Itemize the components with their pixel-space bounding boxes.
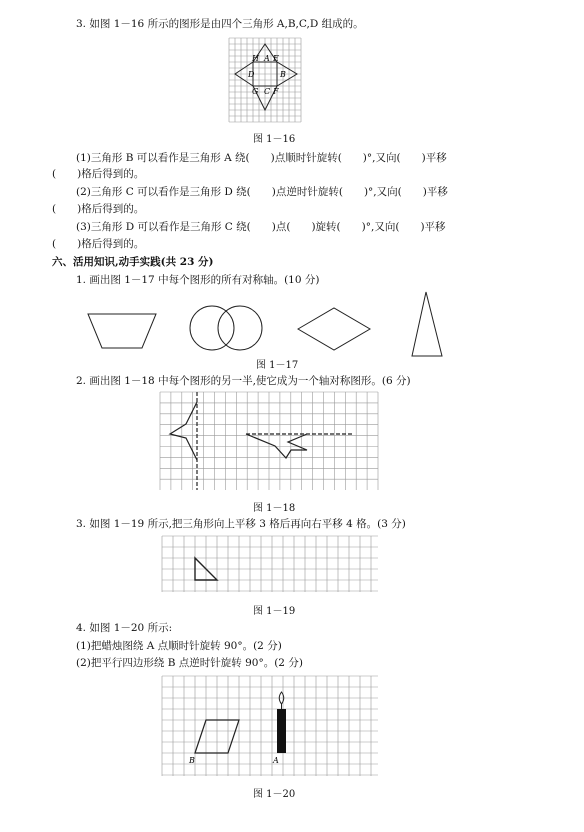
- q3-sub1-line2: ( )格后得到的。: [52, 168, 145, 180]
- q3-sub3-line1: (3)三角形 D 可以看作是三角形 C 绕( )点( )旋转( )°,又向( )平移: [76, 221, 446, 233]
- q3-sub2-line2: ( )格后得到的。: [52, 203, 145, 215]
- left-circle: [190, 306, 234, 350]
- figure-1-18-caption: 图 1－18: [253, 503, 296, 514]
- figure-1-19-caption: 图 1－19: [253, 606, 296, 617]
- q3-sub3-line2: ( )格后得到的。: [52, 238, 145, 250]
- figure-1-20: [162, 676, 378, 776]
- figure-1-19: [162, 536, 378, 592]
- label-e: E: [273, 54, 279, 63]
- figure-1-18-grid: [160, 392, 378, 490]
- q3-sub1-line1: (1)三角形 B 可以看作是三角形 A 绕( )点顺时针旋转( )°,又向( )平移: [76, 152, 447, 164]
- point-a-label: A: [273, 756, 279, 765]
- q6-1-text: 1. 画出图 1－17 中每个图形的所有对称轴。(10 分): [76, 274, 320, 286]
- q3-intro: 3. 如图 1－16 所示的图形是由四个三角形 A,B,C,D 组成的。: [76, 18, 364, 30]
- q6-3-text: 3. 如图 1－19 所示,把三角形向上平移 3 格后再向右平移 4 格。(3 分): [76, 518, 406, 530]
- figure-1-17: [86, 290, 486, 360]
- label-b: B: [280, 70, 286, 79]
- figure-1-17-caption: 图 1－17: [256, 360, 299, 371]
- q6-4-sub2: (2)把平行四边形绕 B 点逆时针旋转 90°。(2 分): [76, 657, 303, 669]
- point-b-label: B: [189, 756, 195, 765]
- right-circle: [218, 306, 262, 350]
- half-shape-right: [246, 434, 307, 458]
- figure-1-20-caption: 图 1－20: [253, 789, 296, 800]
- figure-1-18: [160, 392, 378, 490]
- label-d: D: [248, 70, 255, 79]
- figure-1-16: [229, 38, 301, 122]
- q6-4-text: 4. 如图 1－20 所示:: [76, 622, 173, 634]
- figure-1-16-caption: 图 1－16: [253, 134, 296, 145]
- label-h: H: [252, 54, 259, 63]
- rhombus-shape: [298, 308, 370, 350]
- q3-sub2-line1: (2)三角形 C 可以看作是三角形 D 绕( )点逆时针旋转( )°,又向( )平移: [76, 186, 448, 198]
- q6-4-sub1: (1)把蜡烛图绕 A 点顺时针旋转 90°。(2 分): [76, 640, 282, 652]
- trapezoid-shape: [88, 314, 156, 348]
- label-c: C: [264, 87, 271, 96]
- section-6-heading: 六、活用知识,动手实践(共 23 分): [52, 256, 214, 268]
- label-g: G: [252, 87, 259, 96]
- label-f: F: [273, 87, 279, 96]
- candle-body: [277, 709, 286, 753]
- isosceles-triangle-shape: [412, 292, 442, 356]
- label-a: A: [264, 54, 270, 63]
- q6-2-text: 2. 画出图 1－18 中每个图形的另一半,使它成为一个轴对称图形。(6 分): [76, 375, 411, 387]
